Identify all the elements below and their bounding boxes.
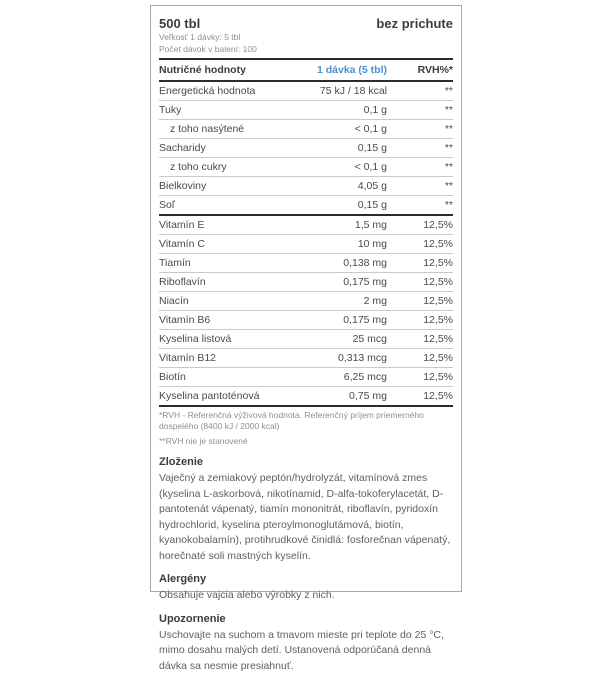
product-flavor: bez prichute [376,16,453,31]
info-section [159,572,453,604]
table-row [159,254,453,273]
nutrient-value: < 0,1 g [283,161,387,173]
nutrient-value: 10 mg [283,238,387,250]
nutrient-value: 6,25 mcg [283,371,387,383]
table-row [159,235,453,254]
nutrient-value: 1,5 mg [283,219,387,231]
nutrient-name: Vitamín B6 [159,314,283,326]
nutrient-name: Vitamín C [159,238,283,250]
nutrition-table [159,58,453,407]
nutrient-rvh: 12,5% [387,276,453,288]
footnote-rvh-definition: *RVH - Referenčná výživová hodnota. Referenčný príjem priemerného dospelého (8400 kJ / 2000 kcal) [159,410,453,432]
nutrient-value: 0,313 mcg [283,352,387,364]
nutrient-value: 75 kJ / 18 kcal [283,85,387,97]
nutrient-name: Vitamín B12 [159,352,283,364]
nutrient-value: 0,138 mg [283,257,387,269]
nutrient-name: Bielkoviny [159,180,283,192]
table-row [159,158,453,177]
nutrient-value: 2 mg [283,295,387,307]
table-row [159,349,453,368]
nutrient-value: 0,15 g [283,142,387,154]
nutrient-rvh: 12,5% [387,314,453,326]
nutrient-rvh: 12,5% [387,390,453,402]
nutrition-label-panel [150,5,462,592]
table-row [159,177,453,196]
nutrient-name: Energetická hodnota [159,85,283,97]
table-row [159,292,453,311]
section-body: Vaječný a zemiakový peptón/hydrolyzát, vitamínová zmes (kyselina L-askorbová, nikotínamid, D-alfa-tokoferylacetát, D-pantotenát vápenatý, tiamín mononitrát, riboflavín, pyridoxín hydrochlorid, kyselina pteroylmonoglutámová, biotín, kyanokobalamín), protihrudkové činidlá: fosforečnan vápenatý, horečnaté soli mastných kyselín. [159,471,453,564]
col-header-rvh: RVH%* [387,64,453,76]
table-row [159,139,453,158]
table-row [159,216,453,235]
nutrient-value: 0,175 mg [283,276,387,288]
nutrient-value: 25 mcg [283,333,387,345]
nutrient-value: 0,15 g [283,199,387,211]
nutrient-name: z toho nasýtené [159,123,283,135]
nutrient-name: Tiamín [159,257,283,269]
nutrient-name: Tuky [159,104,283,116]
nutrient-value: < 0,1 g [283,123,387,135]
nutrient-rvh: ** [387,161,453,173]
nutrient-rvh: 12,5% [387,371,453,383]
info-section [159,612,453,674]
section-heading: Zloženie [159,455,453,469]
nutrient-rvh: ** [387,199,453,211]
table-row [159,311,453,330]
nutrient-value: 0,1 g [283,104,387,116]
section-heading: Upozornenie [159,612,453,626]
table-row [159,82,453,101]
nutrient-rvh: 12,5% [387,333,453,345]
nutrient-rvh: 12,5% [387,352,453,364]
nutrient-value: 4,05 g [283,180,387,192]
info-sections [159,455,453,674]
table-row [159,368,453,387]
nutrition-table-body [159,82,453,407]
nutrient-rvh: ** [387,180,453,192]
product-amount: 500 tbl [159,16,200,31]
col-header-nutrients: Nutričné hodnoty [159,64,283,76]
nutrient-name: Riboflavín [159,276,283,288]
nutrient-name: Vitamín E [159,219,283,231]
servings-per-pack-text: Počet dávok v balení: 100 [159,44,453,55]
section-heading: Alergény [159,572,453,586]
nutrient-rvh: 12,5% [387,238,453,250]
section-body: Uschovajte na suchom a tmavom mieste pri teplote do 25 °C, mimo dosahu malých detí. Ustanovená odporúčaná denná dávka sa nesmie presiahnuť. [159,628,453,674]
nutrient-name: Biotín [159,371,283,383]
nutrient-rvh: ** [387,123,453,135]
nutrient-rvh: 12,5% [387,257,453,269]
section-body: Obsahuje vajcia alebo výrobky z nich. [159,588,453,604]
table-row [159,387,453,407]
nutrient-name: Niacín [159,295,283,307]
nutrition-table-header [159,58,453,82]
table-row [159,196,453,216]
table-row [159,273,453,292]
label-title-row [159,16,453,31]
table-row [159,101,453,120]
table-row [159,120,453,139]
nutrient-name: Sacharidy [159,142,283,154]
nutrient-rvh: ** [387,85,453,97]
col-header-serving: 1 dávka (5 tbl) [283,64,387,76]
nutrient-name: Soľ [159,199,283,211]
nutrient-value: 0,75 mg [283,390,387,402]
nutrient-name: Kyselina pantoténová [159,390,283,402]
nutrient-rvh: 12,5% [387,295,453,307]
serving-size-text: Veľkosť 1 dávky: 5 tbl [159,32,453,43]
nutrient-name: Kyselina listová [159,333,283,345]
nutrient-value: 0,175 mg [283,314,387,326]
footnote-rvh-not-set: **RVH nie je stanovené [159,436,453,447]
table-row [159,330,453,349]
nutrient-rvh: ** [387,104,453,116]
nutrient-name: z toho cukry [159,161,283,173]
info-section [159,455,453,564]
nutrient-rvh: ** [387,142,453,154]
nutrient-rvh: 12,5% [387,219,453,231]
